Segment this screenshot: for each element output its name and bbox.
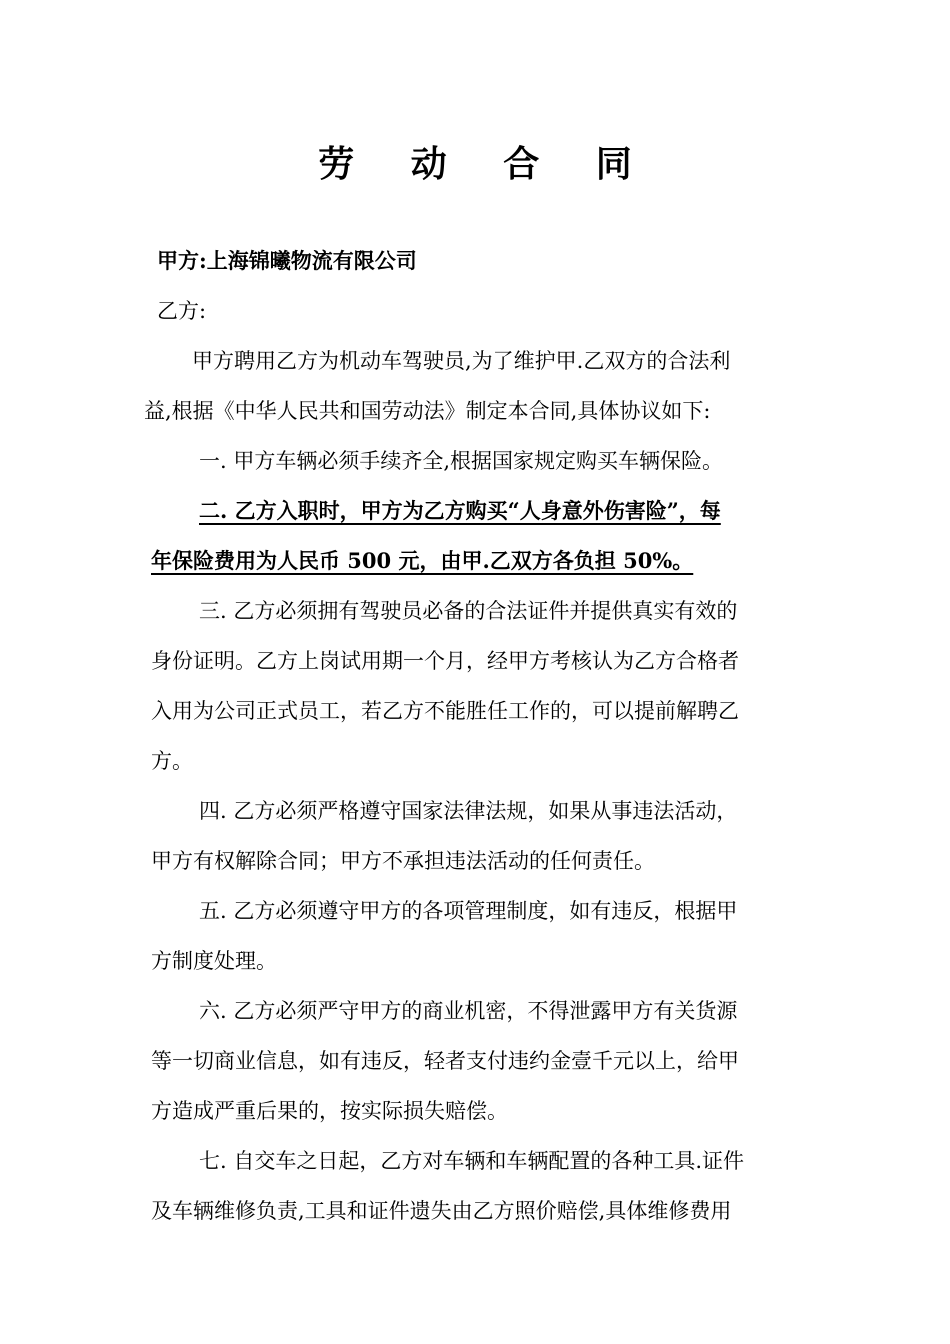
party-a-line: 甲方:上海锦曦物流有限公司	[157, 248, 417, 273]
clause-6-line-1: 六. 乙方必须严守甲方的商业机密，不得泄露甲方有关货源	[199, 999, 738, 1023]
clause-6-line-3: 方造成严重后果的，按实际损失赔偿。	[151, 1099, 508, 1123]
clause-2-line-1: 二. 乙方入职时，甲方为乙方购买“人身意外伤害险”，每	[199, 498, 721, 523]
clause-5-line-2: 方制度处理。	[151, 949, 277, 973]
clause-5-line-1: 五. 乙方必须遵守甲方的各项管理制度，如有违反，根据甲	[199, 899, 738, 923]
clause-3-line-4: 方。	[151, 749, 193, 773]
clause-3-line-3: 入用为公司正式员工，若乙方不能胜任工作的，可以提前解聘乙	[151, 699, 739, 723]
party-b-line: 乙方:	[157, 299, 207, 323]
clause-1-line-1: 一. 甲方车辆必须手续齐全,根据国家规定购买车辆保险。	[199, 449, 724, 473]
clause-7-line-2: 及车辆维修负责,工具和证件遗失由乙方照价赔偿,具体维修费用	[151, 1199, 732, 1223]
clause-7-line-1: 七. 自交车之日起，乙方对车辆和车辆配置的各种工具.证件	[199, 1149, 745, 1173]
clause-3-line-2: 身份证明。乙方上岗试用期一个月，经甲方考核认为乙方合格者	[151, 649, 739, 673]
document-title: 劳 动 合 同	[318, 143, 654, 185]
clause-6-line-2: 等一切商业信息，如有违反，轻者支付违约金壹千元以上，给甲	[151, 1049, 739, 1073]
clause-3-line-1: 三. 乙方必须拥有驾驶员必备的合法证件并提供真实有效的	[199, 599, 738, 623]
intro-line-1: 甲方聘用乙方为机动车驾驶员,为了维护甲.乙双方的合法利	[192, 349, 731, 373]
clause-4-line-1: 四. 乙方必须严格遵守国家法律法规，如果从事违法活动，	[199, 799, 738, 823]
intro-line-2: 益,根据《中华人民共和国劳动法》制定本合同,具体协议如下:	[144, 399, 711, 423]
clause-4-line-2: 甲方有权解除合同；甲方不承担违法活动的任何责任。	[151, 849, 655, 873]
clause-2-line-2: 年保险费用为人民币 500 元，由甲.乙双方各负担 50%。	[151, 548, 694, 573]
